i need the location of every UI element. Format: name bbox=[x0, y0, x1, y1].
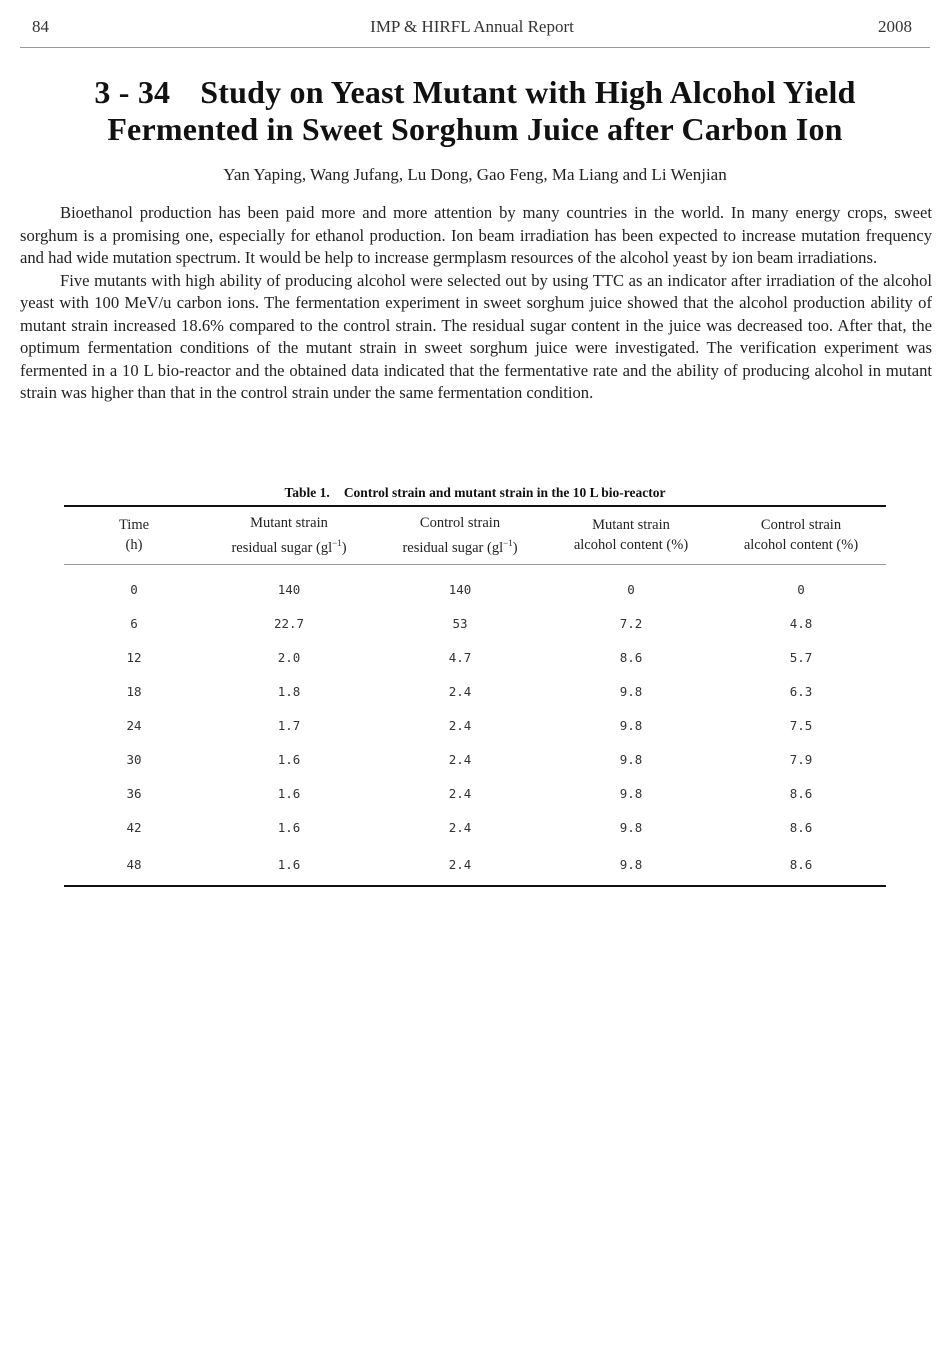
column-header-control-alcohol: Control strain alcohol content (%) bbox=[743, 517, 859, 554]
article-title bbox=[0, 74, 950, 148]
table-cell: 1.8 bbox=[277, 684, 301, 700]
table-cell: 22.7 bbox=[273, 616, 305, 632]
table-cell: 8.6 bbox=[789, 857, 813, 873]
table-cell: 1.6 bbox=[277, 820, 301, 836]
table-cell: 1.6 bbox=[277, 786, 301, 802]
paragraph: Bioethanol production has been paid more and more attention by many countries in the world. In many energy crops, sweet sorghum is a promising one, especially for ethanol production. Ion beam irradiation has been expected to increase mutation frequency and had wide mutation spectrum. It would be help to increase germplasm resources of the alcohol yeast by ion beam irradiations. bbox=[20, 203, 932, 267]
table-cell: 4.8 bbox=[789, 616, 813, 632]
table-caption bbox=[0, 485, 950, 501]
paragraph: Five mutants with high ability of producing alcohol were selected out by using TTC as an indicator after irradiation of the alcohol yeast with 100 MeV/u carbon ions. The fermentation experiment in sweet sorghum juice showed that the alcohol production ability of mutant strain increased 18.6% compared to the control strain. The residual sugar content in the juice was decreased too. After that, the optimum fermentation conditions of the mutant strain in sweet sorghum juice were investigated. The verification experiment was fermented in a 10 L bio-reactor and the obtained data indicated that the fermentative rate and the ability of producing alcohol in mutant strain was higher than that in the control strain under the same fermentation condition. bbox=[20, 270, 932, 402]
table-cell: 2.4 bbox=[448, 820, 472, 836]
table-cell: 9.8 bbox=[619, 786, 643, 802]
table-cell: 8.6 bbox=[789, 820, 813, 836]
column-header-time: Time (h) bbox=[118, 517, 150, 554]
table-cell: 2.0 bbox=[277, 650, 301, 666]
table-row bbox=[64, 845, 886, 886]
article-number: 3 - 34 bbox=[94, 74, 171, 110]
journal-title: IMP & HIRFL Annual Report bbox=[370, 17, 574, 36]
table-cell: 53 bbox=[452, 616, 468, 632]
table-cell: 140 bbox=[448, 582, 472, 598]
table-cell: 2.4 bbox=[448, 752, 472, 768]
table-row bbox=[64, 743, 886, 777]
table-header-row bbox=[64, 506, 886, 564]
table-cell: 7.5 bbox=[789, 718, 813, 734]
table-row bbox=[64, 709, 886, 743]
table-cell: 5.7 bbox=[789, 650, 813, 666]
table-cell: 9.8 bbox=[619, 718, 643, 734]
running-head bbox=[32, 17, 912, 41]
table-cell: 9.8 bbox=[619, 752, 643, 768]
author-list: Yan Yaping, Wang Jufang, Lu Dong, Gao Feng, Ma Liang and Li Wenjian bbox=[223, 165, 727, 184]
header-rule bbox=[20, 47, 930, 48]
column-header-mutant-alcohol: Mutant strain alcohol content (%) bbox=[573, 517, 689, 554]
table-cell: 8.6 bbox=[619, 650, 643, 666]
table-caption-text: Control strain and mutant strain in the 10 L bio-reactor bbox=[343, 485, 666, 500]
table-cell: 2.4 bbox=[448, 857, 472, 873]
table-row bbox=[64, 777, 886, 811]
page-number: 84 bbox=[32, 17, 49, 36]
table-cell: 9.8 bbox=[619, 684, 643, 700]
table-cell: 4.7 bbox=[448, 650, 472, 666]
table-cell: 6.3 bbox=[789, 684, 813, 700]
table-cell: 48 bbox=[126, 857, 142, 873]
table-cell: 1.7 bbox=[277, 718, 301, 734]
table-cell: 0 bbox=[627, 582, 635, 598]
table-row bbox=[64, 564, 886, 607]
table-body bbox=[64, 564, 886, 886]
table-cell: 18 bbox=[126, 684, 142, 700]
table-row bbox=[64, 811, 886, 845]
table-cell: 42 bbox=[126, 820, 142, 836]
table-cell: 9.8 bbox=[619, 857, 643, 873]
table-cell: 7.9 bbox=[789, 752, 813, 768]
table-cell: 2.4 bbox=[448, 684, 472, 700]
table-row bbox=[64, 641, 886, 675]
table-caption-label: Table 1. bbox=[284, 485, 330, 500]
data-table bbox=[64, 505, 886, 887]
table-cell: 1.6 bbox=[277, 752, 301, 768]
table-row bbox=[64, 675, 886, 709]
title-line-1-text: Study on Yeast Mutant with High Alcohol Yield bbox=[200, 74, 856, 110]
table-cell: 2.4 bbox=[448, 718, 472, 734]
table-cell: 0 bbox=[797, 582, 805, 598]
title-line-2: Fermented in Sweet Sorghum Juice after Carbon Ion bbox=[107, 111, 843, 147]
table-cell: 1.6 bbox=[277, 857, 301, 873]
table-cell: 30 bbox=[126, 752, 142, 768]
table-cell: 7.2 bbox=[619, 616, 643, 632]
table-cell: 8.6 bbox=[789, 786, 813, 802]
table-cell: 9.8 bbox=[619, 820, 643, 836]
table-row bbox=[64, 607, 886, 641]
column-header-control-sugar: Control strain residual sugar $(gl^{-1})$ bbox=[402, 515, 518, 556]
table-cell: 12 bbox=[126, 650, 142, 666]
table-cell: 6 bbox=[130, 616, 138, 632]
table-cell: 2.4 bbox=[448, 786, 472, 802]
table-cell: 36 bbox=[126, 786, 142, 802]
report-year: 2008 bbox=[878, 17, 912, 36]
table-cell: 140 bbox=[277, 582, 301, 598]
article-body bbox=[20, 202, 932, 405]
table-cell: 24 bbox=[126, 718, 142, 734]
title-line-1 bbox=[0, 74, 950, 111]
table-cell: 0 bbox=[130, 582, 138, 598]
column-header-mutant-sugar: Mutant strain residual sugar $(gl^{-1})$ bbox=[231, 515, 347, 556]
